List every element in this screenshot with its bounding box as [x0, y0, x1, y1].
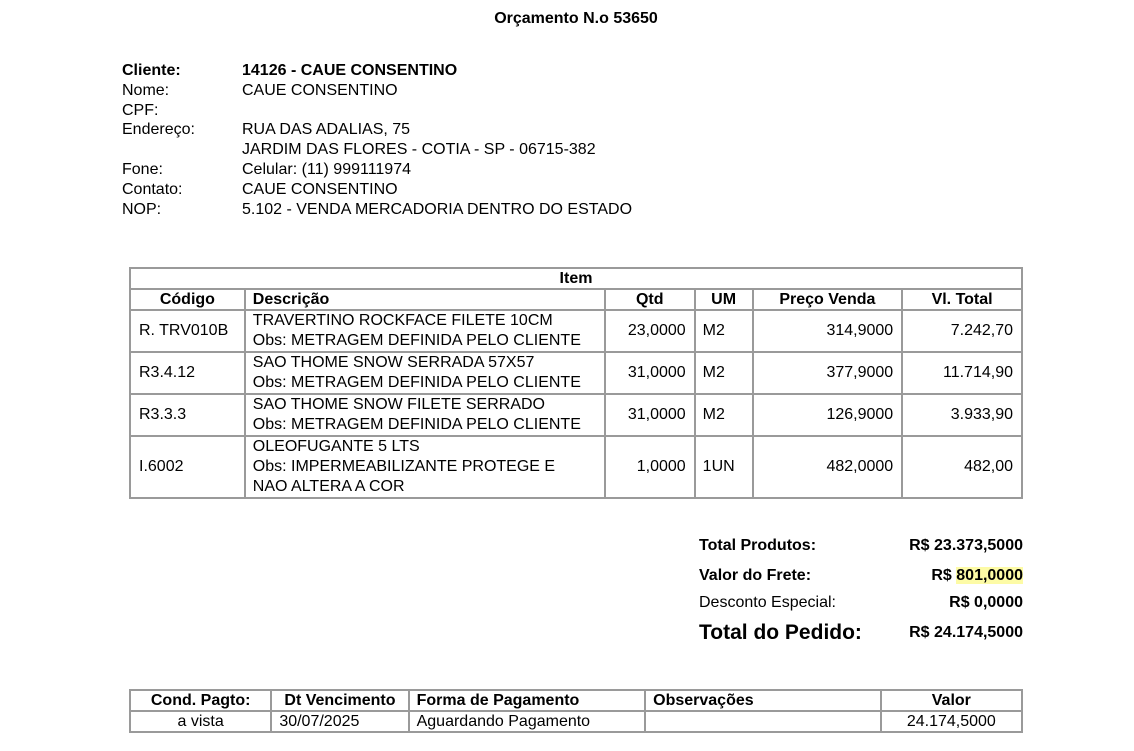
item-obs: Obs: METRAGEM DEFINIDA PELO CLIENTE	[252, 374, 581, 391]
item-descricao	[245, 352, 605, 394]
table-row	[130, 436, 1022, 498]
item-desc: SAO THOME SNOW FILETE SERRADO	[252, 396, 545, 413]
pay-forma: Aguardando Pagamento	[409, 711, 646, 732]
col-header-descricao: Descrição	[245, 289, 605, 310]
desconto-label: Desconto Especial:	[699, 594, 836, 611]
totals-block	[699, 534, 1023, 648]
table-row	[130, 310, 1022, 352]
item-preco: 482,0000	[753, 436, 903, 498]
total-produtos-row	[699, 534, 1023, 564]
item-desc: TRAVERTINO ROCKFACE FILETE 10CM	[252, 312, 553, 329]
item-desc: OLEOFUGANTE 5 LTS	[252, 438, 420, 455]
item-descricao	[245, 310, 605, 352]
fone-label: Fone:	[122, 160, 163, 178]
desconto-row	[699, 592, 1023, 618]
total-pedido-row	[699, 618, 1023, 648]
total-produtos-value: R$ 23.373,5000	[909, 537, 1023, 554]
cpf-label: CPF:	[122, 101, 159, 119]
item-um: M2	[695, 352, 753, 394]
nop-value: 5.102 - VENDA MERCADORIA DENTRO DO ESTADO	[242, 200, 633, 218]
document-title: Orçamento N.o 53650	[494, 10, 658, 27]
item-codigo: R. TRV010B	[130, 310, 245, 352]
total-pedido-value: R$ 24.174,5000	[909, 624, 1023, 641]
nome-label: Nome:	[122, 81, 170, 99]
item-um: M2	[695, 394, 753, 436]
col-header-dt-vencimento: Dt Vencimento	[271, 690, 408, 711]
payment-table	[129, 689, 1023, 733]
item-preco: 314,9000	[753, 310, 903, 352]
item-total: 11.714,90	[902, 352, 1022, 394]
total-pedido-label: Total do Pedido:	[699, 621, 862, 644]
pay-vencimento: 30/07/2025	[271, 711, 408, 732]
item-um: M2	[695, 310, 753, 352]
frete-highlighted-value: 801,0000	[956, 567, 1023, 584]
fone-value: Celular: (11) 999111974	[242, 160, 411, 178]
frete-prefix: R$	[931, 567, 957, 584]
item-total: 3.933,90	[902, 394, 1022, 436]
col-header-preco: Preço Venda	[753, 289, 903, 310]
table-row	[130, 394, 1022, 436]
item-codigo: R3.3.3	[130, 394, 245, 436]
item-descricao	[245, 394, 605, 436]
col-header-qtd: Qtd	[605, 289, 695, 310]
cliente-label: Cliente:	[122, 62, 181, 79]
table-row	[130, 352, 1022, 394]
col-header-total: Vl. Total	[902, 289, 1022, 310]
contato-label: Contato:	[122, 180, 183, 198]
contato-value: CAUE CONSENTINO	[242, 180, 398, 198]
table-row	[130, 711, 1022, 732]
endereco-line1: RUA DAS ADALIAS, 75	[242, 121, 411, 139]
item-obs: Obs: IMPERMEABILIZANTE PROTEGE E	[252, 458, 556, 475]
item-codigo: R3.4.12	[130, 352, 245, 394]
col-header-cond-pagto: Cond. Pagto:	[130, 690, 271, 711]
item-preco: 377,9000	[753, 352, 903, 394]
item-um: 1UN	[695, 436, 753, 498]
pay-obs	[645, 711, 881, 732]
pay-valor: 24.174,5000	[881, 711, 1022, 732]
cliente-value: 14126 - CAUE CONSENTINO	[242, 62, 458, 79]
frete-value	[931, 564, 1023, 588]
item-obs: Obs: METRAGEM DEFINIDA PELO CLIENTE	[252, 332, 581, 349]
col-header-codigo: Código	[130, 289, 245, 310]
item-descricao	[245, 436, 605, 498]
nome-value: CAUE CONSENTINO	[242, 81, 398, 99]
nop-label: NOP:	[122, 200, 162, 218]
frete-row	[699, 564, 1023, 592]
item-qtd: 1,0000	[605, 436, 695, 498]
item-qtd: 31,0000	[605, 394, 695, 436]
frete-label: Valor do Frete:	[699, 567, 812, 584]
item-obs: Obs: METRAGEM DEFINIDA PELO CLIENTE	[252, 416, 581, 433]
pay-cond: a vista	[130, 711, 271, 732]
col-header-forma-pagamento: Forma de Pagamento	[409, 690, 646, 711]
items-section-header: Item	[130, 268, 1022, 289]
item-codigo: I.6002	[130, 436, 245, 498]
items-table	[129, 267, 1023, 499]
item-qtd: 31,0000	[605, 352, 695, 394]
col-header-um: UM	[695, 289, 753, 310]
item-desc: SAO THOME SNOW SERRADA 57X57	[252, 354, 535, 371]
item-preco: 126,9000	[753, 394, 903, 436]
item-qtd: 23,0000	[605, 310, 695, 352]
total-produtos-label: Total Produtos:	[699, 537, 817, 554]
item-obs-2: NAO ALTERA A COR	[252, 478, 405, 495]
item-total: 482,00	[902, 436, 1022, 498]
desconto-value: R$ 0,0000	[949, 594, 1023, 611]
col-header-valor: Valor	[881, 690, 1022, 711]
endereco-label: Endereço:	[122, 121, 195, 139]
endereco-line2: JARDIM DAS FLORES - COTIA - SP - 06715-382	[242, 141, 596, 159]
item-total: 7.242,70	[902, 310, 1022, 352]
col-header-observacoes: Observações	[645, 690, 881, 711]
